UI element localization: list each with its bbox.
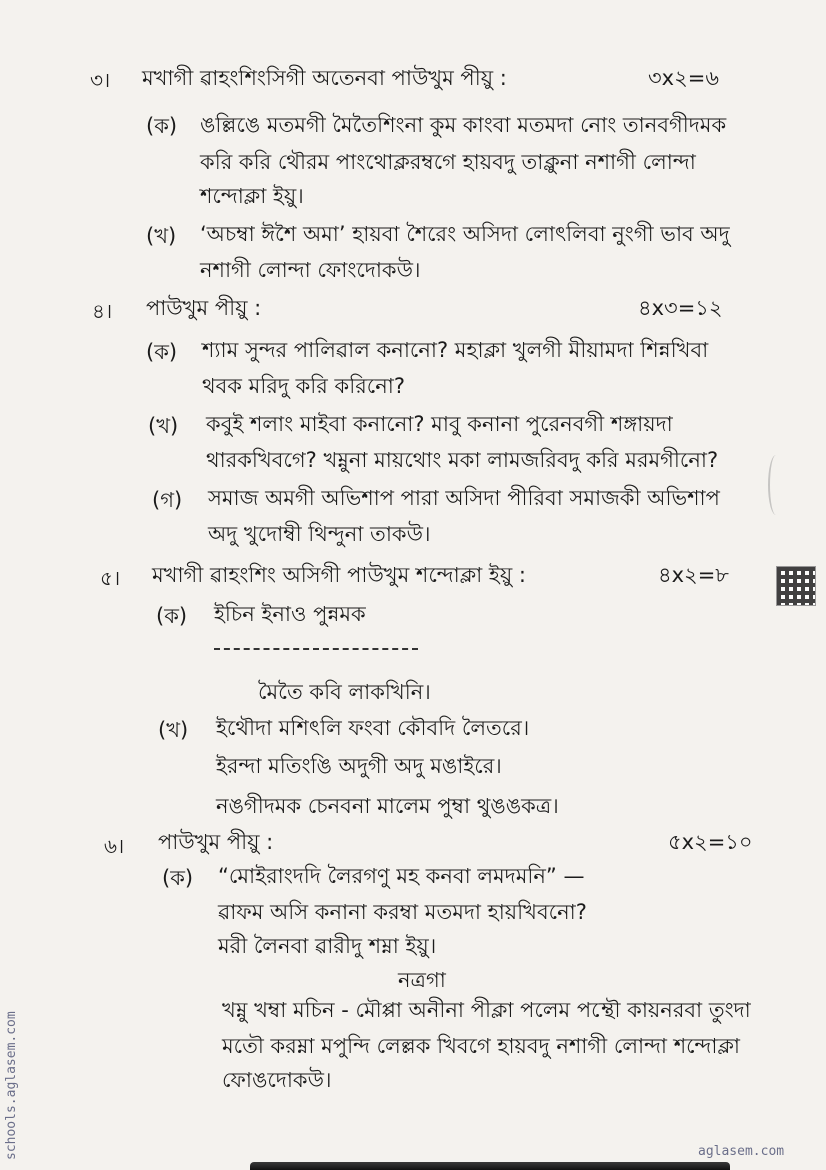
scan-artifact bbox=[768, 455, 784, 515]
q4b-line2: থারকখিবগে? খম্নুনা মায়থোং মকা লামজরিবদু করি মরমগীনো? bbox=[206, 448, 719, 472]
q3-number: ৩। bbox=[90, 68, 111, 92]
q3-heading: মখাগী ৱাহংশিংসিগী অতেনবা পাউখুম পীয়ু : bbox=[142, 66, 507, 90]
q3b-line1: ‘অচম্বা ঈশৈ অমা’ হায়বা শৈরেং অসিদা লোৎলিবা নুংগী ভাব অদু bbox=[200, 222, 730, 246]
q5b-label: (খ) bbox=[158, 718, 189, 742]
q6a-line2: ৱাফম অসি কনানা করম্বা মতমদা হায়খিবনো? bbox=[218, 900, 587, 924]
q4a-label: (ক) bbox=[146, 340, 178, 364]
q4-marks: ৪x৩=১২ bbox=[638, 296, 723, 320]
q4c-line1: সমাজ অমগী অভিশাপ পারা অসিদা পীরিবা সমাজকী অভিশাপ bbox=[208, 486, 720, 510]
corner-watermark: aglasem.com bbox=[698, 1144, 785, 1159]
or-line1: খম্নু খম্বা মচিন - মৌপ্পা অনীনা পীক্লা পলেম পম্থৌ কায়নরবা তুংদা bbox=[222, 998, 751, 1022]
q5a-label: (ক) bbox=[156, 604, 188, 628]
q4b-label: (খ) bbox=[148, 414, 179, 438]
side-watermark: schools.aglasem.com bbox=[4, 1011, 19, 1160]
blank-line bbox=[214, 648, 418, 650]
q5b-line1: ইথৌদা মশিৎলি ফংবা কৌবদি লৈতরে। bbox=[216, 716, 530, 740]
q4c-label: (গ) bbox=[152, 488, 183, 512]
q3a-line2: করি করি থৌরম পাংথোক্লরম্বগে হায়বদু তাক্লুনা নশাগী লোন্দা bbox=[200, 150, 696, 174]
q3b-label: (খ) bbox=[146, 224, 177, 248]
q5b-line2: ইরন্দা মতিংঙি অদুগী অদু মঙাইরে। bbox=[216, 754, 502, 778]
q6a-line1: “মোইরাংদদি লৈরগণু মহ কনবা লমদমনি” — bbox=[218, 864, 585, 888]
q5-heading: মখাগী ৱাহংশিং অসিগী পাউখুম শন্দোক্লা ইয়ু : bbox=[152, 563, 526, 587]
q5b-line3: নঙগীদমক চেনবনা মালেম পুম্বা থুঙঙকত্র। bbox=[216, 794, 559, 818]
q5-number: ৫। bbox=[100, 566, 121, 590]
q3a-line3: শন্দোক্লা ইয়ু। bbox=[200, 184, 304, 208]
q4a-line1: শ্যাম সুন্দর পালিৱাল কনানো? মহাক্লা খুলগী মীয়ামদা শিন্নখিবা bbox=[202, 338, 709, 362]
q5-marks: ৪x২=৮ bbox=[658, 563, 729, 587]
q3a-line1: ঙল্লিঙে মতমগী মৈতৈশিংনা কুম কাংবা মতমদা নোং তানবগীদমক bbox=[200, 113, 727, 137]
qr-code-icon bbox=[776, 566, 816, 606]
q4a-line2: থবক মরিদু করি করিনো? bbox=[202, 374, 405, 398]
q6-marks: ৫x২=১০ bbox=[668, 830, 753, 854]
q4-number: ৪। bbox=[92, 299, 113, 323]
q6-number: ৬। bbox=[104, 834, 125, 858]
q3a-label: (ক) bbox=[146, 114, 178, 138]
q3-marks: ৩x২=৬ bbox=[648, 66, 719, 90]
q4c-line2: অদু খুদোম্বী থিন্দুনা তাকউ। bbox=[208, 522, 431, 546]
q6a-label: (ক) bbox=[162, 866, 194, 890]
q6-heading: পাউখুম পীয়ু : bbox=[158, 830, 274, 854]
q6a-line3: মরী লৈনবা ৱারীদু শম্না ইয়ু। bbox=[218, 934, 437, 958]
or-line3: ফোঙদোকউ। bbox=[222, 1068, 332, 1092]
q5a-line3: মৈতৈ কবি লাকখিনি। bbox=[258, 680, 431, 704]
q4b-line1: কবুই শলাং মাইবা কনানো? মাবু কনানা পুরেনবগী শঙ্গায়দা bbox=[206, 412, 673, 436]
q4-heading: পাউখুম পীয়ু : bbox=[146, 296, 262, 320]
or-label: নত্রগা bbox=[398, 968, 446, 992]
q5a-line1: ইচিন ইনাও পুন্নমক bbox=[214, 602, 366, 626]
or-line2: মতৌ করম্না মপুন্দি লেল্লক খিবগে হায়বদু নশাগী লোন্দা শন্দোক্লা bbox=[222, 1034, 741, 1058]
q3b-line2: নশাগী লোন্দা ফোংদোকউ। bbox=[200, 258, 421, 282]
